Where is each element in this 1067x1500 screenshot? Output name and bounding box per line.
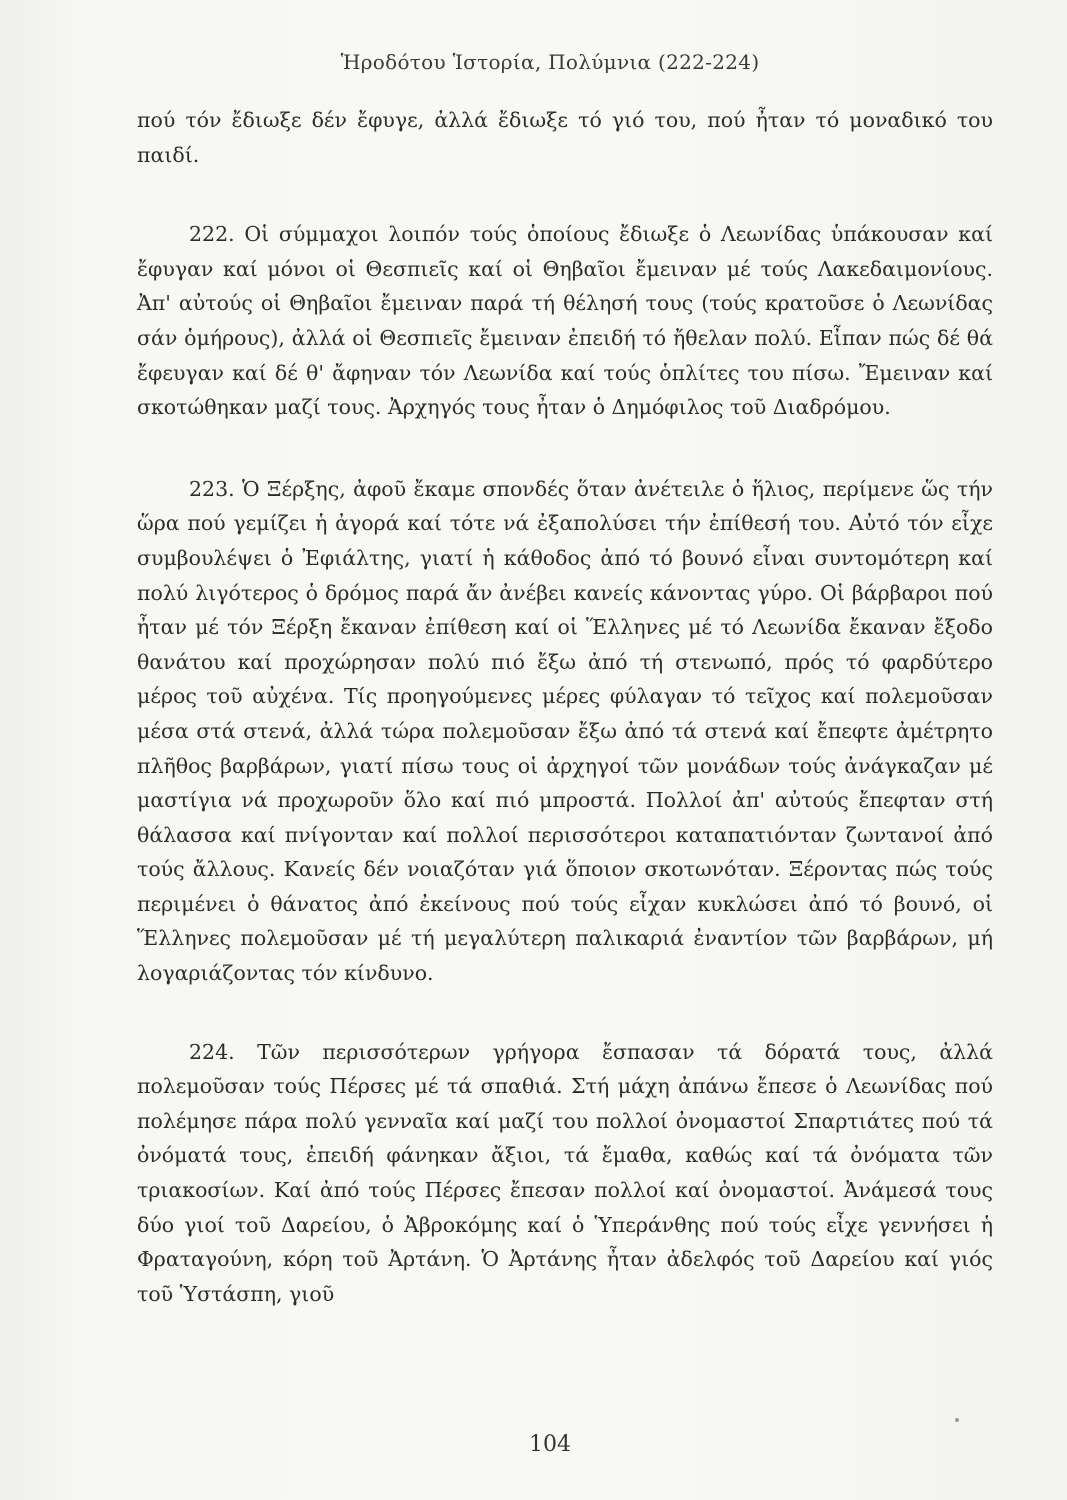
paper-speck [955,1418,959,1422]
running-head: Ἡροδότου Ἱστορία, Πολύμνια (222-224) [340,50,760,74]
paragraph-continuation: πού τόν ἔδιωξε δέν ἔφυγε, ἀλλά ἔδιωξε τό γιό του, πού ἦταν τό μοναδικό του παιδί. [137,108,993,167]
paragraph-section-222: 222. Οἱ σύμμαχοι λοιπόν τούς ὁποίους ἔδιωξε ὁ Λεωνίδας ὑπάκουσαν καί ἔφυγαν καί μόνοι οἱ Θεσπιεῖς καί οἱ Θηβαῖοι ἔμειναν μέ τούς Λακεδαιμονίους. Ἀπ' αὐτούς οἱ Θηβαῖοι ἔμειναν παρά τή θέλησή τους (τούς κρατοῦσε ὁ Λεωνίδας σάν ὁμήρους), ἀλλά οἱ Θεσπιεῖς ἔμειναν ἐπειδή τό ἤθελαν πολύ. Εἶπαν πώς δέ θά ἔφευγαν καί δέ θ' ἄφηναν τόν Λεωνίδα καί τούς ὁπλίτες του πίσω. Ἔμειναν καί σκοτώθηκαν μαζί τους. Ἀρχηγός τους ἦταν ὁ Δημόφιλος τοῦ Διαδρόμου. [137,222,993,420]
paragraph-section-224: 224. Τῶν περισσότερων γρήγορα ἔσπασαν τά δόρατά τους, ἀλλά πολεμοῦσαν τούς Πέρσες μέ τά σπαθιά. Στή μάχη ἀπάνω ἔπεσε ὁ Λεωνίδας πού πολέμησε πάρα πολύ γενναῖα καί μαζί του πολλοί ὀνομαστοί Σπαρτιάτες πού τά ὀνόματά τους, ἐπειδή φάνηκαν ἄξιοι, τά ἔμαθα, καθώς καί τά ὀνόματα τῶν τριακοσίων. Καί ἀπό τούς Πέρσες ἔπεσαν πολλοί καί ὀνομαστοί. Ἀνάμεσά τους δύο γιοί τοῦ Δαρείου, ὁ Ἀβροκόμης καί ὁ Ὑπεράνθης πού τούς εἶχε γεννήσει ἡ Φραταγούνη, κόρη τοῦ Ἀρτάνη. Ὁ Ἀρτάνης ἦταν ἀδελφός τοῦ Δαρείου καί γιός τοῦ Ὑστάσπη, γιοῦ [137,1039,993,1306]
paragraph-section-223: 223. Ὁ Ξέρξης, ἀφοῦ ἔκαμε σπονδές ὅταν ἀνέτειλε ὁ ἥλιος, περίμενε ὥς τήν ὥρα πού γεμίζει ἡ ἀγορά καί τότε νά ἐξαπολύσει τήν ἐπίθεσή του. Αὐτό τόν εἶχε συμβουλέψει ὁ Ἐφιάλτης, γιατί ἡ κάθοδος ἀπό τό βουνό εἶναι συντομότερη καί πολύ λιγότερος ὁ δρόμος παρά ἄν ἀνέβει κανείς κάνοντας γύρο. Οἱ βάρβαροι πού ἦταν μέ τόν Ξέρξη ἔκαναν ἐπίθεση καί οἱ Ἕλληνες μέ τό Λεωνίδα ἔκαναν ἔξοδο θανάτου καί προχώρησαν πολύ πιό ἔξω ἀπό τή στενωπό, πρός τό φαρδύτερο μέρος τοῦ αὐχένα. Τίς προηγούμενες μέρες φύλαγαν τό τεῖχος καί πολεμοῦσαν μέσα στά στενά, ἀλλά τώρα πολεμοῦσαν ἔξω ἀπό τά στενά καί ἔπεφτε ἀμέτρητο πλῆθος βαρβάρων, γιατί πίσω τους οἱ ἀρχηγοί τῶν μονάδων τούς ἀνάγκαζαν μέ μαστίγια νά προχωροῦν ὅλο καί πιό μπροστά. Πολλοί ἀπ' αὐτούς ἔπεφταν στή θάλασσα καί πνίγονταν καί πολλοί περισσότεροι καταπατιόνταν ζωντανοί ἀπό τούς ἄλλους. Κανείς δέν νοιαζόταν γιά ὅποιον σκοτωνόταν. Ξέροντας πώς τούς περιμένει ὁ θάνατος ἀπό ἐκείνους πού τούς εἶχαν κυκλώσει ἀπό τό βουνό, οἱ Ἕλληνες πολεμοῦσαν μέ τή μεγαλύτερη παλικαριά ἐναντίον τῶν βαρβάρων, μή λογαριάζοντας τόν κίνδυνο. [137,476,993,986]
body-text [137,103,993,1311]
page-number: 104 [529,1432,571,1457]
